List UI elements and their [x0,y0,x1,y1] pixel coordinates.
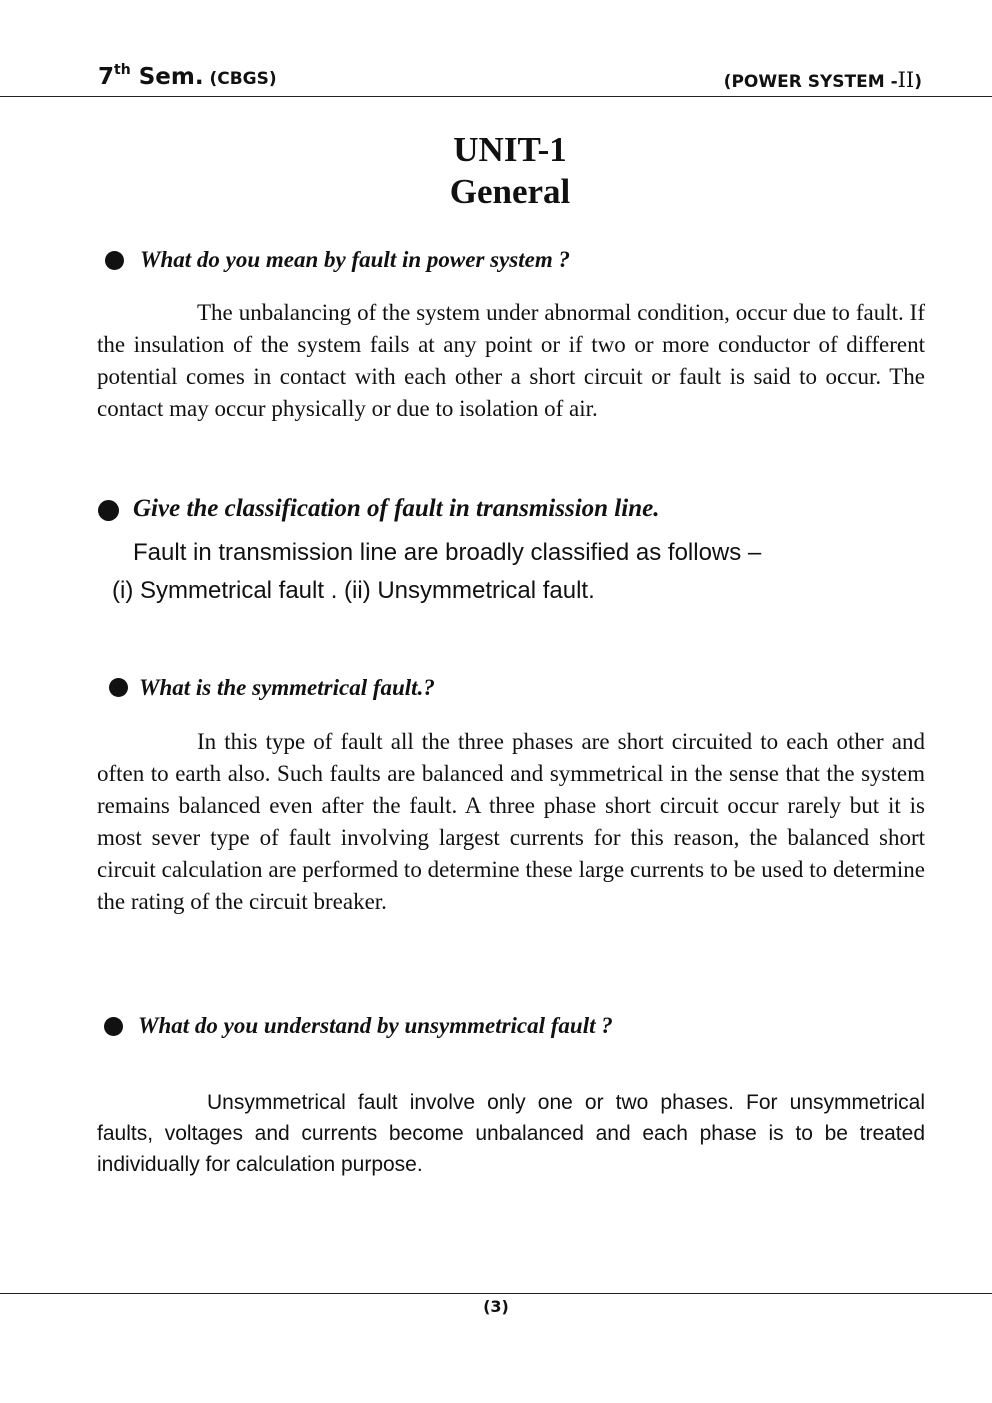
page-number: (3) [483,1297,509,1316]
bullet-icon [98,500,119,521]
subject-suffix: ) [914,72,922,92]
header-divider [0,96,992,97]
bullet-icon [104,1017,123,1036]
subject-prefix: (POWER SYSTEM - [723,72,898,92]
answer-line: (i) Symmetrical fault . (ii) Unsymmetrical fault. [112,577,595,604]
bullet-icon [109,678,128,697]
semester-number: 7 [98,64,115,90]
answer-line: Fault in transmission line are broadly classified as follows – [133,539,762,566]
question-heading: Give the classification of fault in transmission line. [133,495,660,522]
bullet-icon [105,251,124,270]
unit-name: General [449,172,571,211]
answer-paragraph: In this type of fault all the three phases are short circuited to each other and often to earth also. Such faults are balanced and symmetrical in the sense that the system remains balanced even after the fault. A three phase short circuit occur rarely but it is most sever type of fault involving largest currents for this reason, the balanced short circuit calculation are performed to determine these large currents to be used to determine the rating of the circuit breaker. [97,729,925,914]
header-subject [724,66,922,96]
unit-title: UNIT-1 [453,130,567,169]
semester-word: Sem. [130,64,204,90]
question-heading: What is the symmetrical fault.? [139,675,435,700]
question-heading: What do you understand by unsymmetrical fault ? [138,1013,613,1038]
question-heading: What do you mean by fault in power system ? [140,247,570,272]
header-semester [98,62,277,94]
scheme-label: (CBGS) [203,69,277,89]
answer-paragraph: The unbalancing of the system under abnormal condition, occur due to fault. If the insulation of the system fails at any point or if two or more conductor of different potential comes in contact with each other a short circuit or fault is said to occur. The contact may occur physically or due to isolation of air. [97,300,925,421]
semester-superscript: th [114,62,131,78]
answer-paragraph: Unsymmetrical fault involve only one or two phases. For unsymmetrical faults, voltages and currents become unbalanced and each phase is to be treated individually for calculation purpose. [97,1091,925,1176]
subject-roman: II [897,68,915,92]
